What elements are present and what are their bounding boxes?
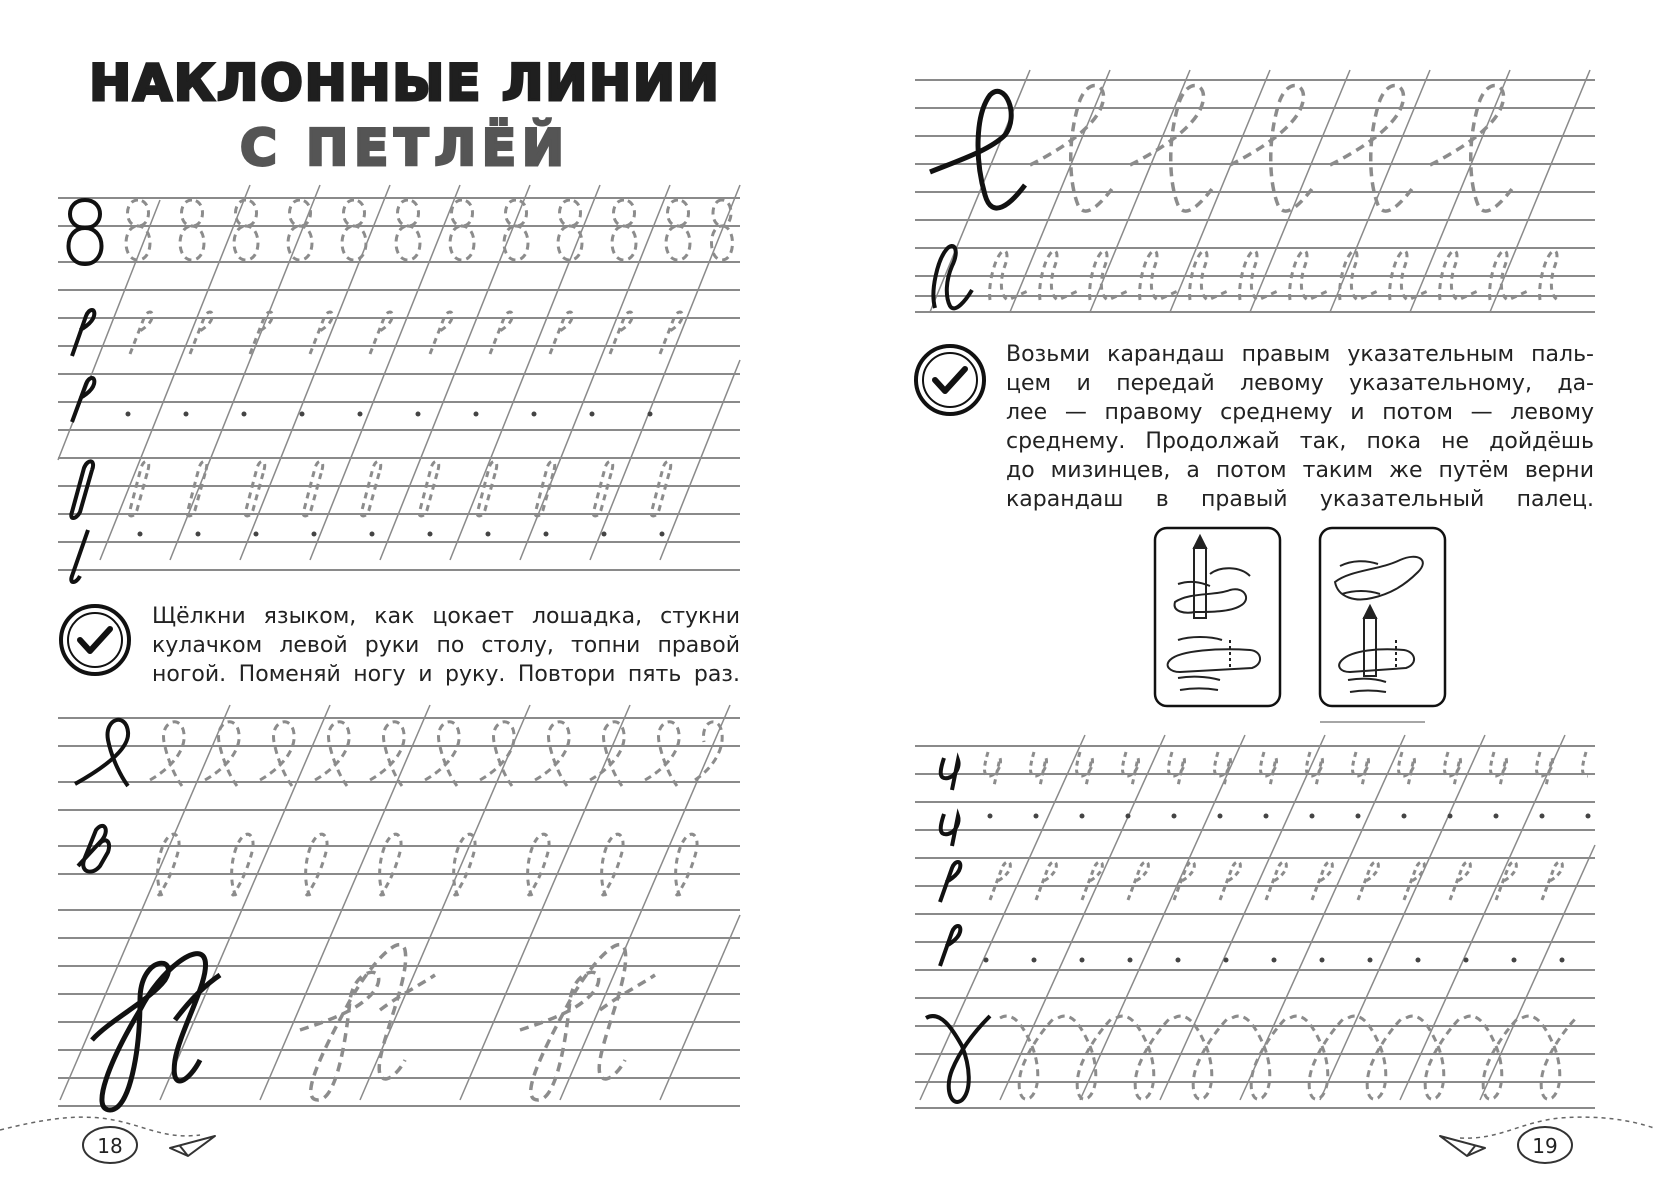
- page-title-line2: С ПЕТЛЁЙ: [240, 119, 570, 177]
- paper-plane-icon-right: [1440, 1136, 1485, 1156]
- row-figure-eight: [69, 200, 733, 264]
- sample-small-loop: [72, 310, 94, 356]
- trace-dots-2: [138, 532, 665, 537]
- row-dot-guides-2: [71, 530, 664, 582]
- page-title-line1: НАКЛОННЫЕ ЛИНИИ: [89, 54, 721, 112]
- right-row-small-loops-2: [940, 862, 1562, 902]
- sample-big-loop: [75, 720, 128, 786]
- trace-dots-right-2: [984, 958, 1565, 963]
- page-number-19: 19: [1532, 1134, 1558, 1158]
- sample-double-loop: [92, 954, 220, 1110]
- trace-tall-loops: [158, 834, 697, 896]
- page-number-18: 18: [97, 1134, 123, 1158]
- paper-plane-icon: [170, 1136, 215, 1156]
- instruction-left-line-2: кулачком левой руки по столу, топни правой: [152, 633, 740, 658]
- right-page: [915, 70, 1654, 1163]
- right-row-dots-2: [940, 926, 1565, 966]
- instruction-left-line-1: Щёлкни языком, как цокает лошадка, стукни: [152, 604, 740, 629]
- trace-big-loops: [150, 722, 722, 786]
- sample-figure-eight: [69, 200, 102, 264]
- hand-illustration-2: [1320, 528, 1445, 706]
- check-circle-icon-right: [916, 346, 984, 414]
- trace-figure-eights: [126, 200, 733, 260]
- instruction-right-line-1: Возьми карандаш правым указательным паль-: [1006, 342, 1594, 367]
- trace-descender-loops: [129, 461, 670, 516]
- instruction-right-line-5: до мизинцев, а потом таким же путём верни: [1006, 458, 1594, 483]
- row-large-double-loops: [92, 945, 655, 1110]
- row-small-loops: [72, 310, 682, 356]
- right-writing-grid-bottom-slants: [920, 735, 1595, 1100]
- sample-small-loop-right-2: [940, 862, 960, 902]
- trace-small-loops-right-2: [990, 862, 1562, 900]
- sample-big-descender: [926, 1016, 990, 1102]
- instruction-right-line-6: карандаш в правый указательный палец.: [1006, 487, 1594, 512]
- row-descender-loops: [71, 461, 670, 518]
- instruction-right-line-3: лее — правому среднему и потом — левому: [1006, 400, 1594, 425]
- right-row-small-loops: [933, 246, 1558, 308]
- writing-grid-top-slants: [58, 185, 740, 560]
- sample-small-loop-right-3: [940, 926, 960, 966]
- page-number-left: [0, 1117, 215, 1163]
- hand-illustration-1: [1155, 528, 1280, 706]
- sample-descender-loop: [71, 461, 93, 518]
- instruction-text-left: [152, 602, 740, 689]
- instruction-text-right: [1006, 340, 1594, 514]
- check-circle-icon: [61, 606, 129, 674]
- sample-small-loop-2: [72, 378, 94, 422]
- row-dot-guides: [72, 378, 653, 422]
- instruction-right-line-2: цем и передай левому указательному, да-: [1006, 371, 1594, 396]
- page-number-right: [1440, 1117, 1654, 1163]
- trace-dots: [126, 412, 653, 417]
- row-tall-loops: [78, 826, 697, 896]
- sample-tall-loop: [78, 826, 109, 872]
- right-row-big-descenders: [926, 1016, 1578, 1102]
- right-row-hooks: [941, 752, 1588, 790]
- sample-descender-loop-2: [71, 530, 88, 582]
- writing-grid-bottom-slants: [60, 705, 740, 1100]
- instruction-left-line-3: ногой. Поменяй ногу и руку. Повтори пять раз.: [152, 662, 740, 687]
- instruction-right-line-4: среднему. Продолжай так, пока не дойдёшь: [1006, 429, 1594, 454]
